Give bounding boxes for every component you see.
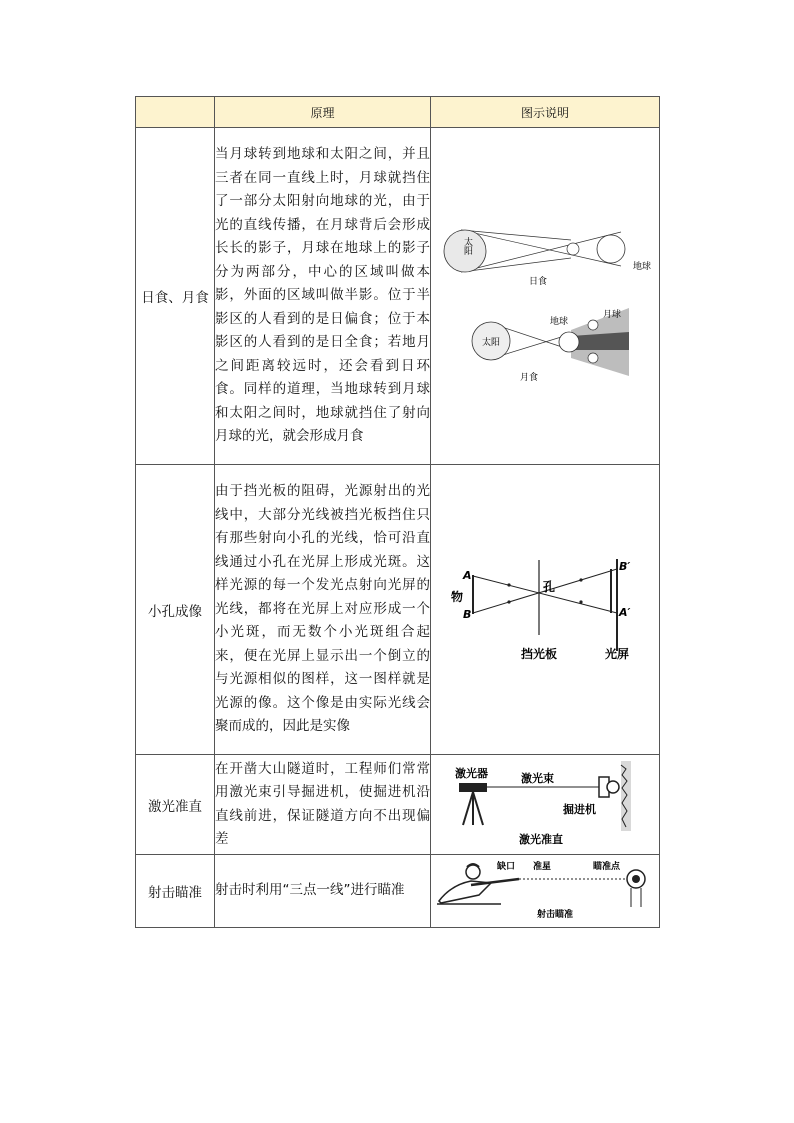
topic-cell: 射击瞄准 xyxy=(136,855,215,928)
label-A: A xyxy=(463,569,472,582)
topic-cell: 激光准直 xyxy=(136,755,215,855)
header-row xyxy=(136,97,660,128)
principle-cell: 在开凿大山隧道时，工程师们常常用激光束引导掘进机，使掘进机沿直线前进，保证隧道方向不出现偏差 xyxy=(215,755,431,855)
principle-cell: 射击时利用“三点一线”进行瞄准 xyxy=(215,855,431,928)
label-B: B xyxy=(463,608,472,621)
label-aim-point: 瞄准点 xyxy=(593,862,621,872)
table-row-pinhole xyxy=(136,465,660,755)
optics-table xyxy=(135,96,660,928)
label-A-prime: A′ xyxy=(619,606,631,619)
laser-caption: 激光准直 xyxy=(519,833,563,846)
label-screen: 光屏 xyxy=(604,647,630,661)
moon-shape xyxy=(567,243,579,255)
laser-device xyxy=(459,783,487,792)
lunar-moon-label: 月球 xyxy=(603,310,622,320)
header-principle: 原理 xyxy=(215,97,431,128)
label-beam: 激光束 xyxy=(521,772,554,785)
label-B-prime: B′ xyxy=(619,560,631,573)
moon-shape xyxy=(588,353,598,363)
label-notch: 缺口 xyxy=(497,862,516,872)
label-machine: 掘进机 xyxy=(563,803,596,816)
eclipse-figure-cell xyxy=(431,128,660,465)
header-blank xyxy=(136,97,215,128)
earth-shape xyxy=(597,235,625,263)
laser-diagram xyxy=(431,755,659,854)
principle-cell: 由于挡光板的阻碍，光源射出的光线中，大部分光线被挡光板挡住只有那些射向小孔的光线，恰可沿直线通过小孔在光屏上形成光斑。这样光源的每一个发光点射向光屏的光线，都将在光屏上对应形成一个小光斑，而无数个小光斑组合起来，便在光屏上显示出一个倒立的与光源相似的图样，这一图样就是光源的像。这个像是由实际光线会聚而成的，因此是实像 xyxy=(215,465,431,755)
principle-cell: 当月球转到地球和太阳之间，并且三者在同一直线上时，月球就挡住了一部分太阳射向地球的光，由于光的直线传播，在月球背后会形成长长的影子，月球在地球上的影子分为两部分，中心的区域叫做本影，外面的区域叫做半影。位于半影区的人看到的是日偏食；位于本影区的人看到的是日全食；若地月之间距离较远时，还会看到日环食。同样的道理，当地球转到月球和太阳之间时，地球就挡住了射向月球的光，就会形成月食 xyxy=(215,128,431,465)
eclipse-diagram xyxy=(431,128,659,464)
label-front-sight: 准星 xyxy=(533,862,552,872)
solar-sun-label: 太阳 xyxy=(462,237,472,255)
shooting-figure-cell xyxy=(431,855,660,928)
table-row-eclipse xyxy=(136,128,660,465)
label-object: 物 xyxy=(451,590,464,604)
label-laser: 激光器 xyxy=(455,767,488,780)
solar-caption: 日食 xyxy=(528,277,548,287)
label-hole: 孔 xyxy=(543,580,556,594)
shooting-diagram xyxy=(431,855,659,927)
moon-shape xyxy=(588,320,598,330)
header-illustration: 图示说明 xyxy=(431,97,660,128)
table-row-shooting xyxy=(136,855,660,928)
earth-shape xyxy=(559,332,579,352)
lunar-earth-label: 地球 xyxy=(549,317,569,327)
lunar-eclipse-diagram xyxy=(472,308,629,383)
shooting-caption: 射击瞄准 xyxy=(536,910,574,920)
pinhole-figure-cell xyxy=(431,465,660,755)
solar-eclipse-diagram xyxy=(444,230,651,287)
table-row-laser xyxy=(136,755,660,855)
topic-cell: 日食、月食 xyxy=(136,128,215,465)
topic-cell: 小孔成像 xyxy=(136,465,215,755)
solar-earth-label: 地球 xyxy=(633,262,652,272)
laser-figure-cell xyxy=(431,755,660,855)
lunar-caption: 月食 xyxy=(519,373,539,383)
lunar-sun-label: 太阳 xyxy=(481,338,501,348)
pinhole-diagram xyxy=(431,465,659,754)
label-board: 挡光板 xyxy=(520,647,558,661)
